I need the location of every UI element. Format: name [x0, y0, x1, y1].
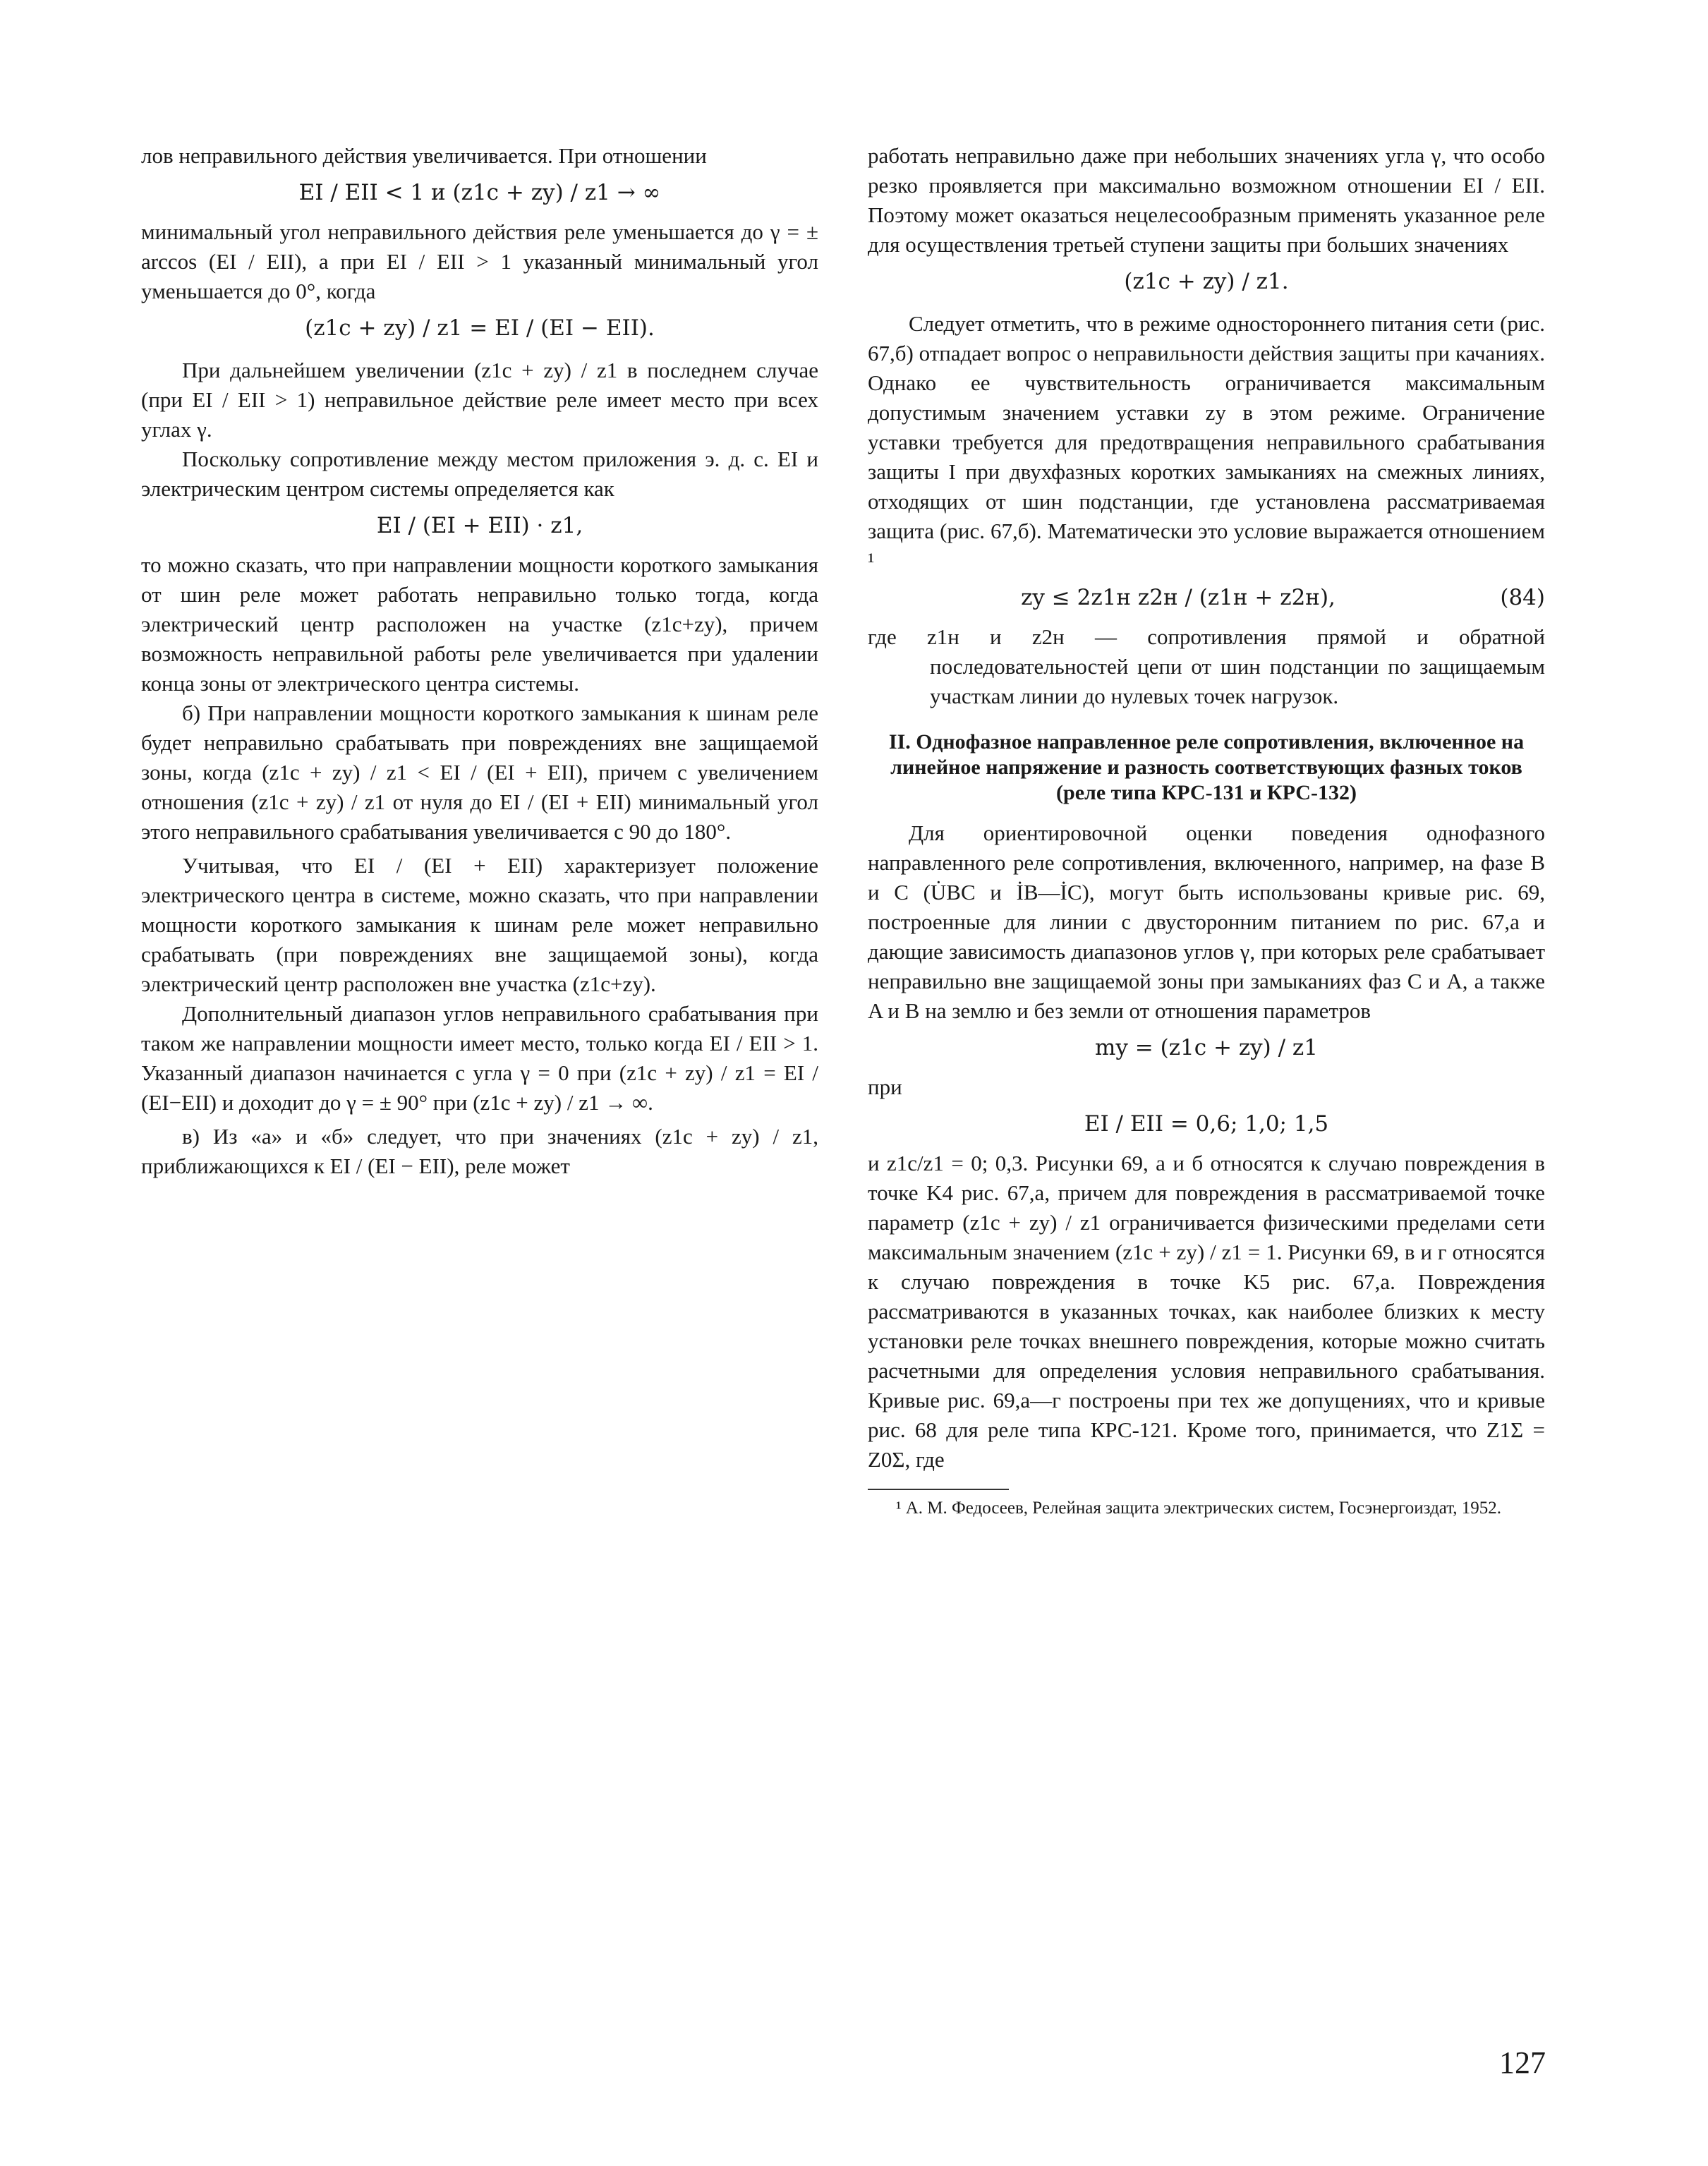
left-paragraph-7: Учитывая, что EI / (EI + EII) характеризует положение электрического центра в системе, можно сказать, что при направлении мощности короткого замыкания к шинам реле может неправильно срабатывать (при повреждениях вне защищаемой зоны), когда электрический центр расположен вне участка (z1c+zy).: [141, 853, 818, 996]
right-formula-ratios: EI / EII = 0,6; 1,0; 1,5: [1084, 1111, 1329, 1137]
footnote: ¹ А. М. Федосеев, Релейная защита электрических систем, Госэнергоиздат, 1952.: [896, 1499, 1502, 1518]
right-paragraph-2: Следует отметить, что в режиме одностороннего питания сети (рис. 67,б) отпадает вопрос о неправильности действия защиты при качаниях. Однако ее чувствительность ограничивается максимальным допустимым значением уставки zy в этом режиме. Ограничение уставки требуется для предотвращения неправильного срабатывания защиты I при двухфазных коротких замыканиях на смежных линиях, отходящих от шин подстанции, где установлена рассматриваемая защита (рис. 67,б). Математически это условие выражается отношением ¹: [868, 311, 1545, 573]
right-paragraph-1: работать неправильно даже при небольших значениях угла γ, что особо резко проявляется при максимально возможном отношении EI / EII. Поэтому может оказаться нецелесообразным применять указанное реле для осуществления третьей ступени защиты при больших значениях: [868, 143, 1545, 257]
right-paragraph-4: Для ориентировочной оценки поведения однофазного направленного реле сопротивления, включенного, например, на фазе B и C (U̇BC и İB—İC), могут быть использованы кривые рис. 69, построенные для линии с двусторонним питанием по рис. 67,а и дающие зависимость диапазонов углов γ, при которых реле срабатывает неправильно вне защищаемой зоны при замыканиях фаз C и A, а также A и B на землю и без земли от отношения параметров: [868, 821, 1545, 1023]
formula-84-expression: zy ≤ 2z1н z2н / (z1н + z2н),: [1021, 585, 1335, 610]
left-formula-3: EI / (EI + EII) · z1,: [376, 513, 583, 538]
section-heading: II. Однофазное направленное реле сопротивления, включенное на линейное напряжение и разность соответствующих фазных токов (реле типа КРС-131 и КРС-132): [888, 730, 1525, 804]
left-paragraph-3: При дальнейшем увеличении (z1c + zy) / z1 в последнем случае (при EI / EII > 1) неправильное действие реле имеет место при всех углах γ.: [141, 358, 818, 442]
left-paragraph-5: то можно сказать, что при направлении мощности короткого замыкания от шин реле может работать неправильно только тогда, когда электрический центр расположен на участке (z1c+zy), причем возможность неправильной работы реле увеличивается при удалении конца зоны от электрического центра системы.: [141, 552, 818, 696]
right-paragraph-5: при: [868, 1075, 902, 1099]
left-paragraph-9: в) Из «а» и «б» следует, что при значениях (z1c + zy) / z1, приближающихся к EI / (EI − EII), реле может: [141, 1124, 818, 1178]
left-paragraph-2: минимальный угол неправильного действия реле уменьшается до γ = ± arccos (EI / EII), а при EI / EII > 1 указанный минимальный угол уменьшается до 0°, когда: [141, 219, 818, 303]
footnote-divider: [868, 1489, 1009, 1490]
right-paragraph-6: и z1c/z1 = 0; 0,3. Рисунки 69, а и б относятся к случаю повреждения в точке K4 рис. 67,а, причем для повреждения в рассматриваемой точке параметр (z1c + zy) / z1 ограничивается физическими пределами сети максимальным значением (z1c + zy) / z1 = 1. Рисунки 69, в и г относятся к случаю повреждения в точке K5 рис. 67,а. Повреждения рассматриваются в указанных точках, как наиболее близких к месту установки реле точках внешнего повреждения, которые можно считать расчетными для определения условия неправильного срабатывания. Кривые рис. 69,а—г построены при тех же допущениях, что и кривые рис. 68 для реле типа КРС-121. Кроме того, принимается, что Z1Σ = Z0Σ, где: [868, 1151, 1545, 1472]
right-formula-my: my = (z1c + zy) / z1: [1095, 1035, 1318, 1060]
left-paragraph-6: б) При направлении мощности короткого замыкания к шинам реле будет неправильно срабатывать при повреждениях вне защищаемой зоны, когда (z1c + zy) / z1 < EI / (EI + EII), причем с увеличением отношения (z1c + zy) / z1 от нуля до EI / (EI + EII) минимальный угол этого неправильного срабатывания увеличивается с 90 до 180°.: [141, 701, 818, 844]
left-column: [141, 141, 818, 1181]
left-formula-1: EI / EII < 1 и (z1c + zy) / z1 → ∞: [298, 180, 661, 205]
left-paragraph-1: лов неправильного действия увеличивается. При отношении: [141, 143, 707, 168]
right-column: [868, 141, 1545, 1519]
right-formula-1: (z1c + zy) / z1.: [1124, 269, 1289, 294]
left-formula-2: (z1c + zy) / z1 = EI / (EI − EII).: [305, 315, 655, 341]
page-number: 127: [1499, 2045, 1546, 2080]
right-paragraph-3: где z1н и z2н — сопротивления прямой и обратной последовательностей цепи от шин подстанции по защищаемым участкам линии до нулевых точек нагрузок.: [868, 624, 1545, 708]
right-formula-84: [868, 583, 1545, 612]
left-paragraph-8: Дополнительный диапазон углов неправильного срабатывания при таком же направлении мощности имеет место, только когда EI / EII > 1. Указанный диапазон начинается с угла γ = 0 при (z1c + zy) / z1 = EI / (EI−EII) и доходит до γ = ± 90° при (z1c + zy) / z1 → ∞.: [141, 1001, 818, 1115]
left-paragraph-4: Поскольку сопротивление между местом приложения э. д. с. EI и электрическим центром системы определяется как: [141, 447, 818, 501]
formula-84-number: (84): [1500, 585, 1545, 610]
